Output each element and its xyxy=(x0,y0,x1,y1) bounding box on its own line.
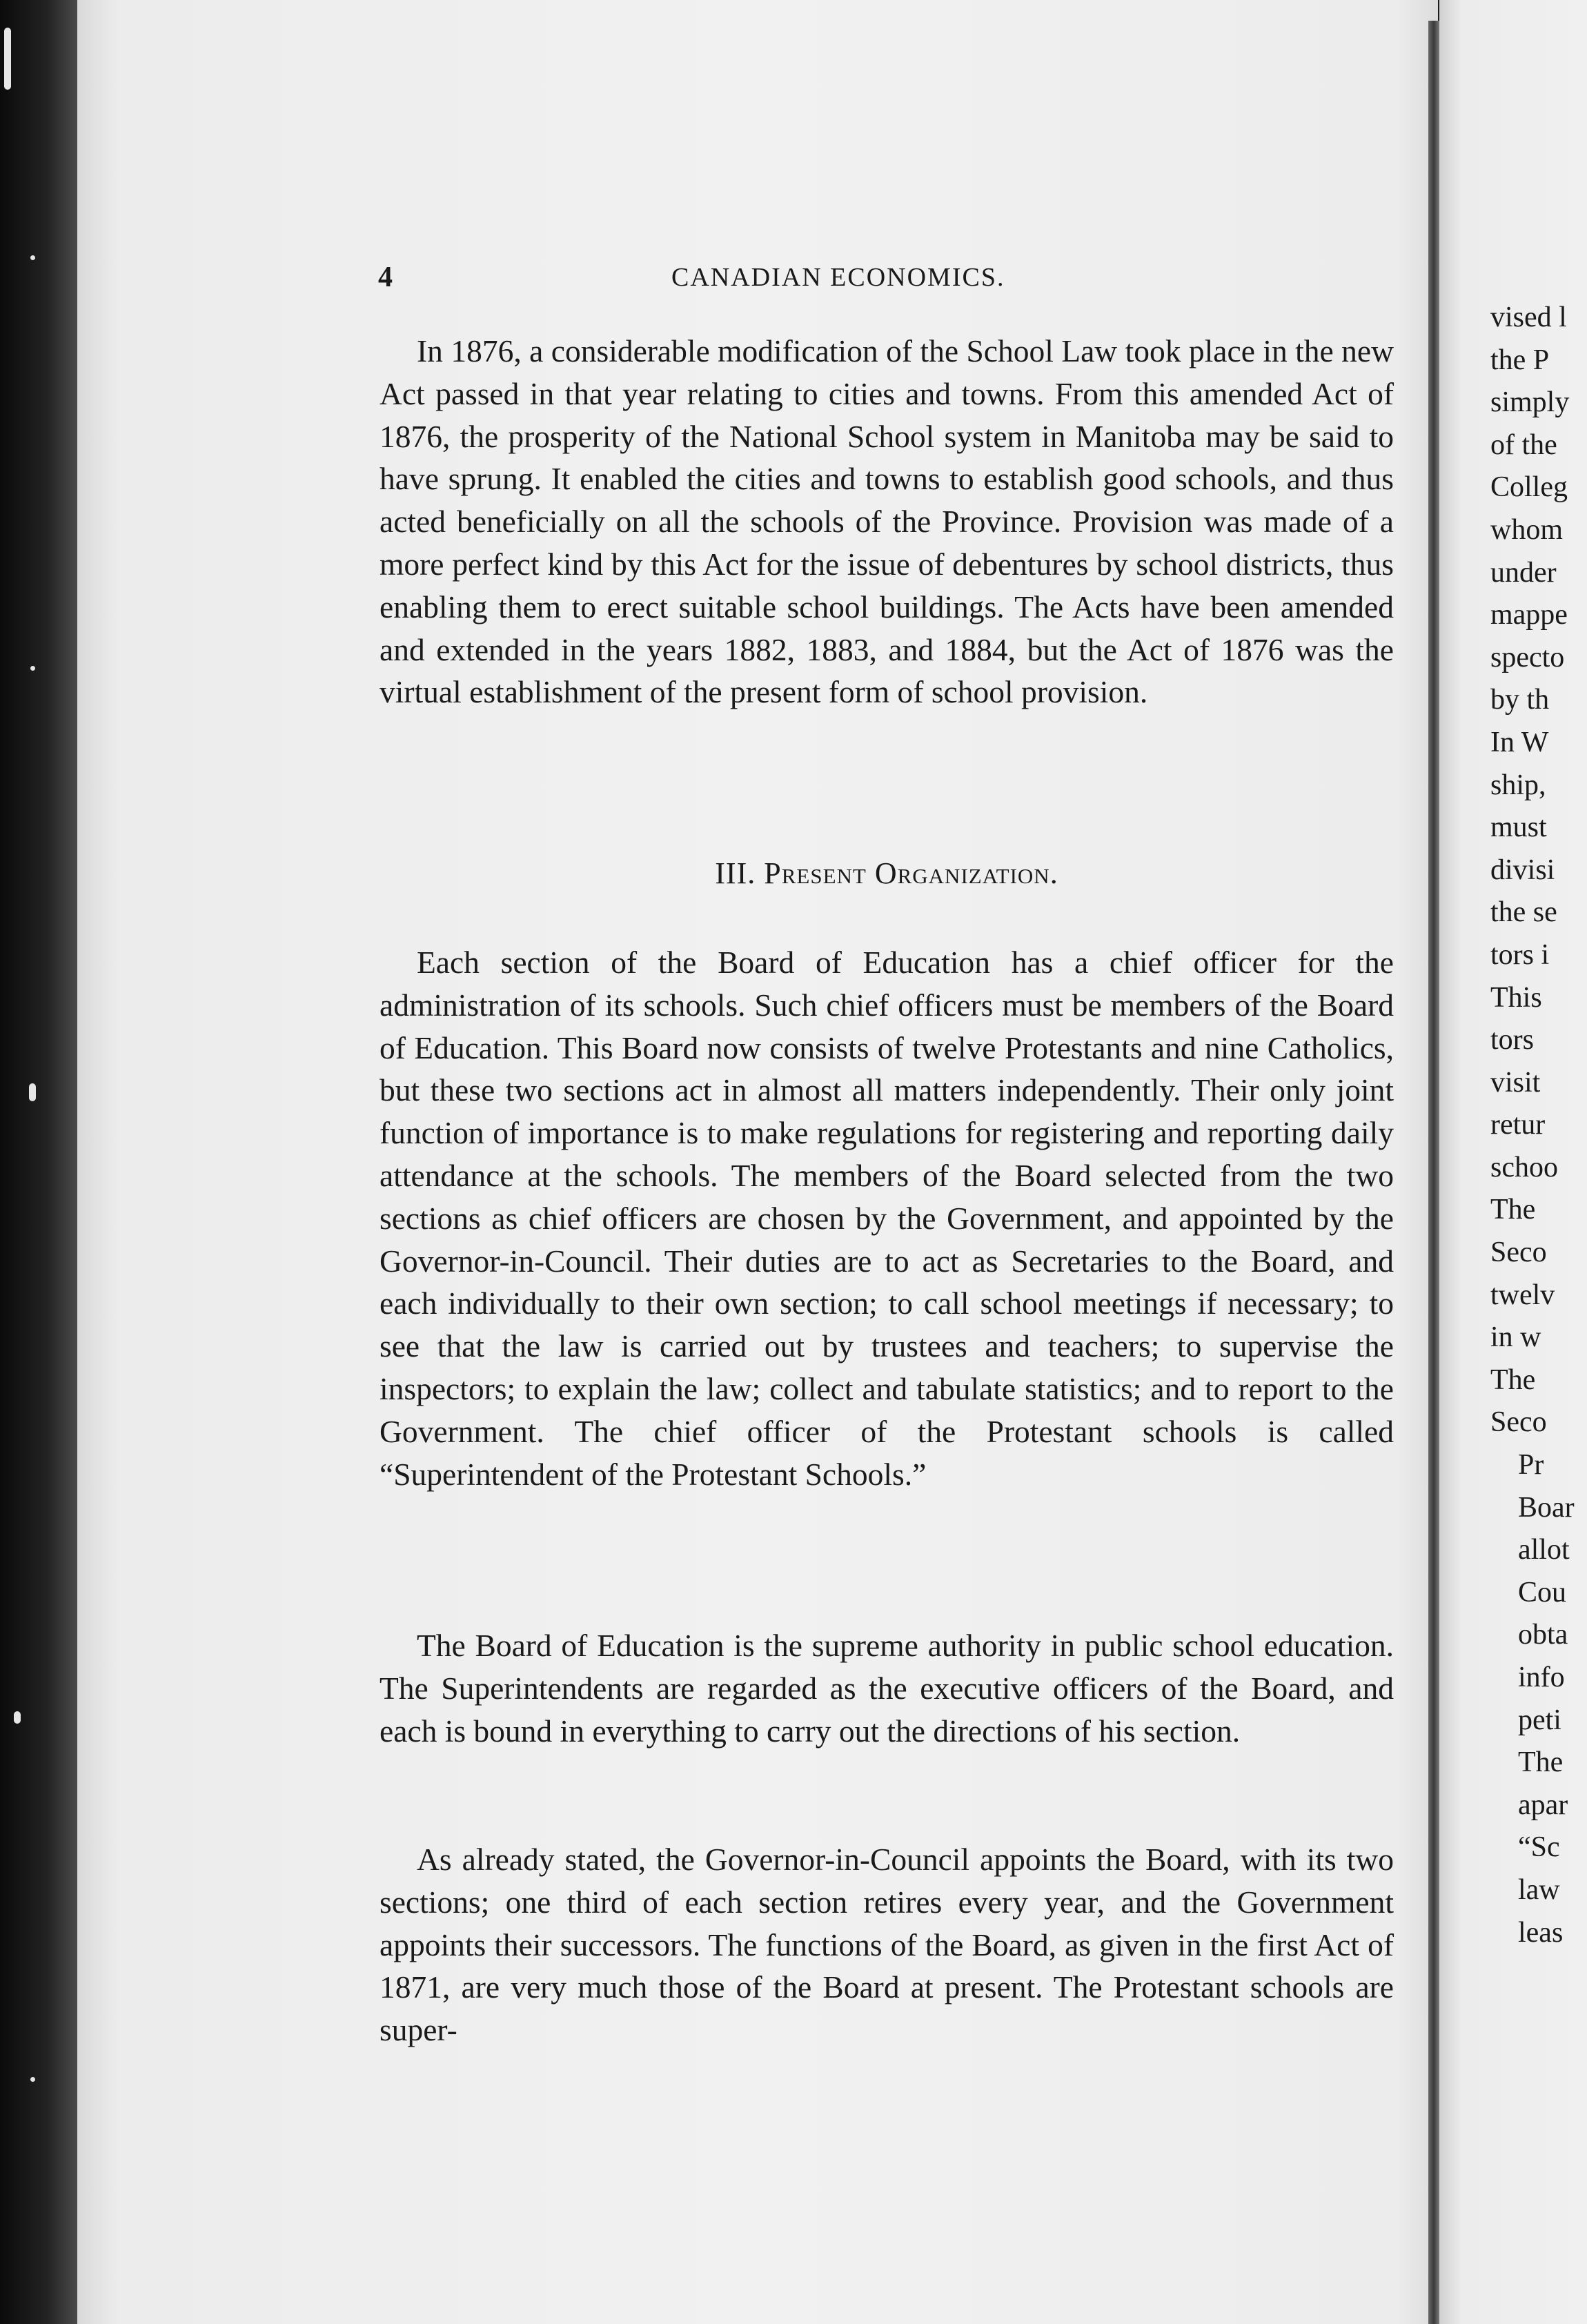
facing-page-line: Colleg xyxy=(1490,471,1568,504)
section-numeral: III. xyxy=(715,856,756,890)
facing-page-line: ship, xyxy=(1490,769,1546,801)
facing-page-line: In W xyxy=(1490,726,1549,758)
facing-page-text xyxy=(1490,297,1587,1954)
paragraph-text: The Board of Education is the supreme authority in public school education. The Superintendents are regarded as the executive officers of the Board, and each is bound in everything to carry out the directions of his section. xyxy=(379,1628,1394,1749)
facing-page-line: allot xyxy=(1518,1534,1570,1566)
binding-mark xyxy=(30,255,35,260)
paragraph-2 xyxy=(379,941,1394,1495)
facing-page-line: apar xyxy=(1518,1789,1568,1821)
facing-page-line: Boar xyxy=(1518,1491,1575,1524)
facing-page-line: vised l xyxy=(1490,302,1567,333)
facing-page-line: Pr xyxy=(1518,1449,1544,1481)
facing-page-line: simply xyxy=(1490,386,1570,419)
book-gutter xyxy=(1428,21,1439,2324)
facing-page-line: by th xyxy=(1490,684,1550,716)
facing-page-line: mappe xyxy=(1490,599,1568,631)
paragraph-text: In 1876, a considerable modification of the School Law took place in the new Act passed in that year relating to cities and towns. From this amended Act of 1876, the prosperity of the National School system in Manitoba may be said to have sprung. It enabled the cities and towns to establish good schools, and thus acted beneficially on all the schools of the Province. Provision was made of a more perfect kind by this Act for the issue of debentures by school districts, thus enabling them to erect suitable school buildings. The Acts have been amended and extended in the years 1882, 1883, and 1884, but the Act of 1876 was the virtual establishment of the present form of school provision. xyxy=(379,333,1394,710)
section-title: Present Organization. xyxy=(764,856,1058,890)
binding-mark xyxy=(29,1083,36,1101)
facing-page-line: specto xyxy=(1490,641,1565,673)
facing-page-line: visit xyxy=(1490,1066,1541,1099)
paragraph-3 xyxy=(379,1624,1394,1752)
facing-page-line: retur xyxy=(1490,1109,1546,1141)
binding-mark xyxy=(30,666,35,671)
paragraph-text: As already stated, the Governor-in-Council appoints the Board, with its two sections; one third of each section retires every year, and the Government appoints their successors. The functions of the Board, as given in the first Act of 1871, are very much those of the Board at present. The Protestant schools are super- xyxy=(379,1842,1394,2048)
facing-page-line: law xyxy=(1518,1873,1560,1906)
facing-page-line: twelv xyxy=(1490,1279,1555,1311)
facing-page-line: the se xyxy=(1490,896,1557,929)
binding-mark xyxy=(14,1711,21,1724)
facing-page-line: Seco xyxy=(1490,1237,1547,1269)
facing-page-line: of the xyxy=(1490,429,1557,461)
facing-page-line: under xyxy=(1490,556,1557,589)
facing-page-line: The xyxy=(1490,1363,1536,1396)
facing-page-line: divisi xyxy=(1490,854,1555,886)
scan-left-margin xyxy=(0,0,77,2324)
facing-page-line: This xyxy=(1490,981,1542,1014)
facing-page-line: tors i xyxy=(1490,938,1550,971)
facing-page-line: obta xyxy=(1518,1619,1568,1651)
facing-page-line: whom xyxy=(1490,513,1563,546)
paragraph-4 xyxy=(379,1838,1394,2051)
facing-page-line: Seco xyxy=(1490,1406,1547,1439)
facing-page-line: “Sc xyxy=(1518,1831,1560,1864)
facing-page-line: in w xyxy=(1490,1321,1541,1354)
running-head xyxy=(378,261,1399,302)
facing-page-line: leas xyxy=(1518,1916,1564,1949)
facing-page-line: tors xyxy=(1490,1024,1534,1056)
facing-page-line: must xyxy=(1490,811,1547,844)
facing-page-line: Cou xyxy=(1518,1576,1567,1608)
binding-mark xyxy=(4,28,11,90)
paragraph-1 xyxy=(379,330,1394,713)
running-title: CANADIAN ECONOMICS. xyxy=(671,263,1005,292)
facing-page-line: the P xyxy=(1490,344,1550,376)
facing-page-line: info xyxy=(1518,1662,1565,1693)
facing-page-line: schoo xyxy=(1490,1151,1558,1183)
page-number: 4 xyxy=(378,262,393,293)
facing-page-line: The xyxy=(1490,1194,1536,1226)
facing-page-line: The xyxy=(1518,1746,1564,1779)
binding-mark xyxy=(30,2077,35,2082)
paragraph-text: Each section of the Board of Education has a chief officer for the administration of its schools. Such chief officers must be members of the Board of Education. This Board now consists of twelve Protestants and nine Catholics, but these two sections act in almost all matters independently. Their only joint function of importance is to make regulations for registering and reporting daily attendance at the schools. The members of the Board selected from the two sections as chief officers are chosen by the Government, and appointed by the Governor-in-Council. Their duties are to act as Secretaries to the Board, and each individually to their own section; to call school meetings if necessary; to see that the law is carried out by trustees and teachers; to supervise the inspectors; to explain the law; collect and tabulate statistics; and to report to the Government. The chief officer of the Protestant schools is called “Superintendent of the Protestant Schools.” xyxy=(379,945,1394,1492)
section-heading xyxy=(379,856,1394,891)
facing-page-line: peti xyxy=(1518,1704,1561,1736)
